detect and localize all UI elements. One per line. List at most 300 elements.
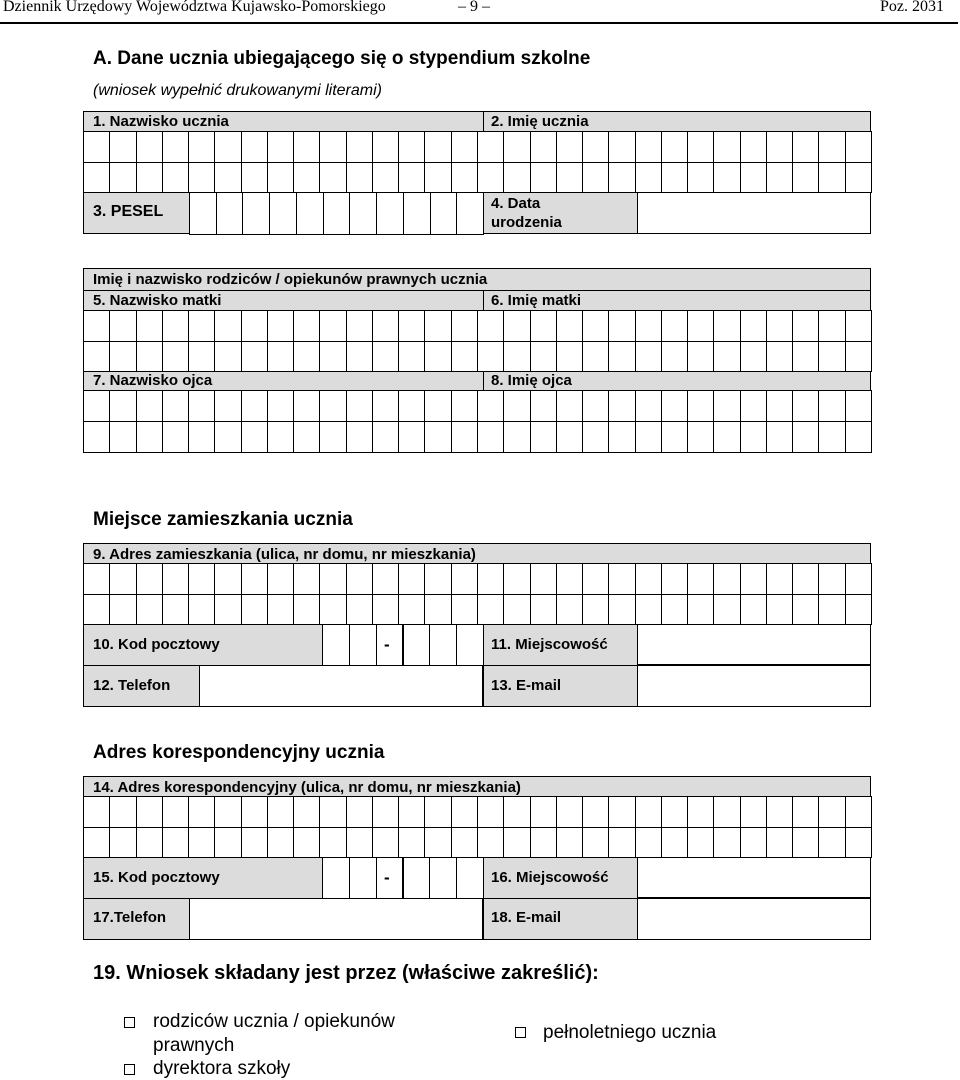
- letter-box[interactable]: [424, 827, 451, 859]
- letter-box[interactable]: [241, 131, 268, 163]
- letter-box[interactable]: [661, 341, 688, 373]
- letter-box[interactable]: [319, 341, 346, 373]
- letter-box[interactable]: [530, 162, 557, 194]
- letter-box[interactable]: [398, 421, 425, 453]
- letter-box[interactable]: [556, 162, 583, 194]
- letter-box[interactable]: [503, 341, 530, 373]
- letter-box[interactable]: [792, 310, 819, 342]
- letter-box[interactable]: [477, 421, 504, 453]
- letter-box[interactable]: [477, 310, 504, 342]
- letter-box[interactable]: [267, 390, 294, 422]
- letter-box[interactable]: [398, 131, 425, 163]
- letter-box[interactable]: [83, 341, 110, 373]
- corr-city-input[interactable]: [637, 857, 871, 898]
- letter-box[interactable]: [424, 310, 451, 342]
- letter-box[interactable]: [766, 796, 793, 828]
- letter-box[interactable]: [687, 390, 714, 422]
- letter-box[interactable]: [766, 563, 793, 595]
- letter-box[interactable]: [346, 827, 373, 859]
- letter-box[interactable]: [582, 827, 609, 859]
- letter-box[interactable]: [556, 421, 583, 453]
- letter-box[interactable]: [687, 421, 714, 453]
- letter-box[interactable]: [845, 310, 872, 342]
- letter-box[interactable]: [403, 192, 431, 235]
- letter-box[interactable]: [214, 131, 241, 163]
- letter-box[interactable]: [214, 827, 241, 859]
- letter-box[interactable]: [398, 796, 425, 828]
- letter-box[interactable]: [372, 162, 399, 194]
- letter-box[interactable]: [188, 162, 215, 194]
- letter-box[interactable]: [845, 162, 872, 194]
- letter-box[interactable]: [83, 827, 110, 859]
- letter-box[interactable]: [349, 624, 377, 666]
- letter-box[interactable]: [214, 594, 241, 626]
- letter-box[interactable]: [267, 341, 294, 373]
- letter-box[interactable]: [267, 563, 294, 595]
- letter-box[interactable]: [635, 421, 662, 453]
- letter-box[interactable]: [241, 421, 268, 453]
- letter-box[interactable]: [818, 421, 845, 453]
- letter-box[interactable]: [424, 390, 451, 422]
- letter-box[interactable]: [424, 162, 451, 194]
- letter-box[interactable]: [319, 310, 346, 342]
- letter-box[interactable]: [349, 857, 377, 899]
- letter-box[interactable]: [818, 827, 845, 859]
- letter-box[interactable]: [83, 421, 110, 453]
- letter-box[interactable]: [608, 341, 635, 373]
- letter-box[interactable]: [293, 594, 320, 626]
- letter-box[interactable]: [818, 390, 845, 422]
- letter-box[interactable]: [241, 162, 268, 194]
- letter-box[interactable]: [451, 796, 478, 828]
- letter-box[interactable]: [766, 310, 793, 342]
- letter-box[interactable]: [188, 796, 215, 828]
- letter-box[interactable]: [456, 192, 484, 235]
- letter-box[interactable]: [398, 594, 425, 626]
- letter-box[interactable]: [398, 310, 425, 342]
- letter-box[interactable]: [530, 390, 557, 422]
- letter-box[interactable]: [687, 594, 714, 626]
- letter-box[interactable]: [845, 594, 872, 626]
- letter-box[interactable]: [83, 390, 110, 422]
- letter-box[interactable]: [713, 341, 740, 373]
- letter-box[interactable]: [582, 341, 609, 373]
- letter-box[interactable]: [766, 390, 793, 422]
- letter-box[interactable]: [530, 131, 557, 163]
- letter-box[interactable]: [503, 390, 530, 422]
- letter-box[interactable]: [556, 594, 583, 626]
- letter-box[interactable]: [188, 594, 215, 626]
- letter-box[interactable]: [214, 310, 241, 342]
- letter-box[interactable]: [214, 162, 241, 194]
- letter-box[interactable]: [83, 563, 110, 595]
- letter-box[interactable]: [109, 131, 136, 163]
- letter-box[interactable]: [451, 162, 478, 194]
- letter-box[interactable]: [530, 796, 557, 828]
- letter-box[interactable]: [188, 131, 215, 163]
- date-of-birth-input[interactable]: [637, 192, 871, 234]
- letter-box[interactable]: [296, 192, 324, 235]
- letter-box[interactable]: [713, 563, 740, 595]
- letter-box[interactable]: [346, 421, 373, 453]
- letter-box[interactable]: [429, 857, 457, 899]
- letter-box[interactable]: [109, 390, 136, 422]
- letter-box[interactable]: [372, 341, 399, 373]
- letter-box[interactable]: [241, 827, 268, 859]
- letter-box[interactable]: [372, 563, 399, 595]
- letter-box[interactable]: [608, 421, 635, 453]
- letter-box[interactable]: [456, 624, 484, 666]
- letter-box[interactable]: [582, 390, 609, 422]
- letter-box[interactable]: [83, 310, 110, 342]
- letter-box[interactable]: [241, 341, 268, 373]
- letter-box[interactable]: [792, 390, 819, 422]
- letter-box[interactable]: [451, 563, 478, 595]
- letter-box[interactable]: [556, 341, 583, 373]
- letter-box[interactable]: [477, 796, 504, 828]
- letter-box[interactable]: [608, 162, 635, 194]
- letter-box[interactable]: [188, 390, 215, 422]
- letter-box[interactable]: [477, 827, 504, 859]
- letter-box[interactable]: [661, 162, 688, 194]
- letter-box[interactable]: [398, 827, 425, 859]
- letter-box[interactable]: [713, 421, 740, 453]
- letter-box[interactable]: [740, 827, 767, 859]
- letter-box[interactable]: [766, 162, 793, 194]
- letter-box[interactable]: [136, 162, 163, 194]
- letter-box[interactable]: [556, 796, 583, 828]
- letter-box[interactable]: [319, 131, 346, 163]
- letter-box[interactable]: [323, 192, 351, 235]
- letter-box[interactable]: [372, 796, 399, 828]
- letter-box[interactable]: [661, 131, 688, 163]
- letter-box[interactable]: [429, 624, 457, 666]
- letter-box[interactable]: [398, 162, 425, 194]
- letter-box[interactable]: [503, 310, 530, 342]
- letter-box[interactable]: [293, 421, 320, 453]
- letter-box[interactable]: [713, 310, 740, 342]
- letter-box[interactable]: [766, 341, 793, 373]
- letter-box[interactable]: [267, 162, 294, 194]
- letter-box[interactable]: [162, 310, 189, 342]
- letter-box[interactable]: [792, 796, 819, 828]
- letter-box[interactable]: [845, 341, 872, 373]
- letter-box[interactable]: [845, 390, 872, 422]
- letter-box[interactable]: [687, 131, 714, 163]
- letter-box[interactable]: [530, 341, 557, 373]
- letter-box[interactable]: [424, 421, 451, 453]
- letter-box[interactable]: [582, 131, 609, 163]
- letter-box[interactable]: [424, 131, 451, 163]
- letter-box[interactable]: [766, 594, 793, 626]
- letter-box[interactable]: [661, 594, 688, 626]
- letter-box[interactable]: [346, 390, 373, 422]
- letter-box[interactable]: [766, 421, 793, 453]
- letter-box[interactable]: [713, 796, 740, 828]
- letter-box[interactable]: [713, 594, 740, 626]
- letter-box[interactable]: [346, 341, 373, 373]
- letter-box[interactable]: [322, 624, 350, 666]
- letter-box[interactable]: [477, 594, 504, 626]
- letter-box[interactable]: [713, 827, 740, 859]
- letter-box[interactable]: [818, 341, 845, 373]
- letter-box[interactable]: [687, 310, 714, 342]
- letter-box[interactable]: [83, 131, 110, 163]
- letter-box[interactable]: [792, 563, 819, 595]
- letter-box[interactable]: [267, 310, 294, 342]
- letter-box[interactable]: [346, 310, 373, 342]
- letter-box[interactable]: [189, 192, 217, 235]
- letter-box[interactable]: [430, 192, 458, 235]
- letter-box[interactable]: [687, 341, 714, 373]
- letter-box[interactable]: [713, 162, 740, 194]
- letter-box[interactable]: [162, 341, 189, 373]
- letter-box[interactable]: [319, 796, 346, 828]
- letter-box[interactable]: [582, 421, 609, 453]
- letter-box[interactable]: [635, 563, 662, 595]
- letter-box[interactable]: [661, 421, 688, 453]
- letter-box[interactable]: [792, 594, 819, 626]
- letter-box[interactable]: [398, 341, 425, 373]
- letter-box[interactable]: [687, 563, 714, 595]
- letter-box[interactable]: [608, 796, 635, 828]
- phone-input[interactable]: [199, 665, 483, 707]
- letter-box[interactable]: [792, 827, 819, 859]
- letter-box[interactable]: [687, 827, 714, 859]
- letter-box[interactable]: [792, 421, 819, 453]
- letter-box[interactable]: [136, 421, 163, 453]
- letter-box[interactable]: [713, 131, 740, 163]
- letter-box[interactable]: [188, 421, 215, 453]
- letter-box[interactable]: [241, 390, 268, 422]
- letter-box[interactable]: [136, 131, 163, 163]
- letter-box[interactable]: [267, 594, 294, 626]
- letter-box[interactable]: [136, 390, 163, 422]
- letter-box[interactable]: [635, 131, 662, 163]
- letter-box[interactable]: [582, 162, 609, 194]
- letter-box[interactable]: [556, 310, 583, 342]
- letter-box[interactable]: [109, 341, 136, 373]
- letter-box[interactable]: [319, 390, 346, 422]
- letter-box[interactable]: [687, 796, 714, 828]
- letter-box[interactable]: [136, 827, 163, 859]
- checkbox-director[interactable]: [124, 1064, 135, 1075]
- letter-box[interactable]: [109, 421, 136, 453]
- letter-box[interactable]: [845, 421, 872, 453]
- letter-box[interactable]: [136, 594, 163, 626]
- letter-box[interactable]: [162, 421, 189, 453]
- letter-box[interactable]: [109, 796, 136, 828]
- letter-box[interactable]: [451, 131, 478, 163]
- letter-box[interactable]: [556, 131, 583, 163]
- letter-box[interactable]: [845, 131, 872, 163]
- letter-box[interactable]: [109, 162, 136, 194]
- letter-box[interactable]: [188, 827, 215, 859]
- letter-box[interactable]: [740, 796, 767, 828]
- letter-box[interactable]: [608, 594, 635, 626]
- letter-box[interactable]: [188, 310, 215, 342]
- letter-box[interactable]: [188, 563, 215, 595]
- letter-box[interactable]: [635, 390, 662, 422]
- letter-box[interactable]: [424, 796, 451, 828]
- letter-box[interactable]: [477, 563, 504, 595]
- letter-box[interactable]: [740, 594, 767, 626]
- letter-box[interactable]: [372, 390, 399, 422]
- letter-box[interactable]: [241, 796, 268, 828]
- letter-box[interactable]: [792, 341, 819, 373]
- letter-box[interactable]: [503, 796, 530, 828]
- letter-box[interactable]: [136, 563, 163, 595]
- letter-box[interactable]: [451, 390, 478, 422]
- letter-box[interactable]: [216, 192, 244, 235]
- corr-phone-input[interactable]: [189, 898, 483, 940]
- letter-box[interactable]: [635, 594, 662, 626]
- letter-box[interactable]: [818, 796, 845, 828]
- letter-box[interactable]: [293, 563, 320, 595]
- letter-box[interactable]: [319, 563, 346, 595]
- letter-box[interactable]: [319, 421, 346, 453]
- letter-box[interactable]: [503, 594, 530, 626]
- letter-box[interactable]: [346, 594, 373, 626]
- letter-box[interactable]: [451, 827, 478, 859]
- letter-box[interactable]: [451, 341, 478, 373]
- letter-box[interactable]: [424, 341, 451, 373]
- letter-box[interactable]: [792, 162, 819, 194]
- letter-box[interactable]: [740, 310, 767, 342]
- letter-box[interactable]: [713, 390, 740, 422]
- letter-box[interactable]: [136, 796, 163, 828]
- letter-box[interactable]: [398, 563, 425, 595]
- letter-box[interactable]: [109, 310, 136, 342]
- letter-box[interactable]: [635, 162, 662, 194]
- letter-box[interactable]: [477, 341, 504, 373]
- checkbox-parents[interactable]: [124, 1017, 135, 1028]
- letter-box[interactable]: [740, 390, 767, 422]
- letter-box[interactable]: [818, 594, 845, 626]
- letter-box[interactable]: [293, 390, 320, 422]
- letter-box[interactable]: [608, 563, 635, 595]
- letter-box[interactable]: [403, 857, 431, 899]
- letter-box[interactable]: [188, 341, 215, 373]
- letter-box[interactable]: [372, 131, 399, 163]
- letter-box[interactable]: [293, 796, 320, 828]
- letter-box[interactable]: [635, 827, 662, 859]
- letter-box[interactable]: [267, 421, 294, 453]
- letter-box[interactable]: [582, 310, 609, 342]
- letter-box[interactable]: [372, 310, 399, 342]
- letter-box[interactable]: [403, 624, 431, 666]
- letter-box[interactable]: [845, 796, 872, 828]
- letter-box[interactable]: [556, 390, 583, 422]
- letter-box[interactable]: [818, 131, 845, 163]
- letter-box[interactable]: [424, 594, 451, 626]
- letter-box[interactable]: [242, 192, 270, 235]
- letter-box[interactable]: [267, 796, 294, 828]
- email-input[interactable]: [637, 665, 871, 707]
- letter-box[interactable]: [503, 421, 530, 453]
- letter-box[interactable]: [635, 796, 662, 828]
- letter-box[interactable]: [214, 421, 241, 453]
- letter-box[interactable]: [477, 390, 504, 422]
- letter-box[interactable]: [451, 310, 478, 342]
- letter-box[interactable]: [293, 131, 320, 163]
- letter-box[interactable]: [319, 827, 346, 859]
- letter-box[interactable]: [322, 857, 350, 899]
- letter-box[interactable]: [241, 594, 268, 626]
- letter-box[interactable]: [136, 310, 163, 342]
- letter-box[interactable]: [451, 594, 478, 626]
- letter-box[interactable]: [503, 162, 530, 194]
- letter-box[interactable]: [293, 162, 320, 194]
- letter-box[interactable]: [661, 563, 688, 595]
- letter-box[interactable]: [456, 857, 484, 899]
- letter-box[interactable]: [83, 796, 110, 828]
- letter-box[interactable]: [214, 341, 241, 373]
- letter-box[interactable]: [818, 563, 845, 595]
- letter-box[interactable]: [687, 162, 714, 194]
- letter-box[interactable]: [162, 162, 189, 194]
- letter-box[interactable]: [346, 796, 373, 828]
- letter-box[interactable]: [109, 563, 136, 595]
- letter-box[interactable]: [661, 310, 688, 342]
- letter-box[interactable]: [109, 594, 136, 626]
- letter-box[interactable]: [293, 827, 320, 859]
- letter-box[interactable]: [319, 162, 346, 194]
- letter-box[interactable]: [109, 827, 136, 859]
- letter-box[interactable]: [608, 827, 635, 859]
- letter-box[interactable]: [582, 563, 609, 595]
- checkbox-adult-student[interactable]: [515, 1027, 526, 1038]
- letter-box[interactable]: [582, 594, 609, 626]
- letter-box[interactable]: [241, 563, 268, 595]
- letter-box[interactable]: [740, 131, 767, 163]
- letter-box[interactable]: [349, 192, 377, 235]
- letter-box[interactable]: [214, 563, 241, 595]
- city-input[interactable]: [637, 624, 871, 665]
- letter-box[interactable]: [740, 421, 767, 453]
- letter-box[interactable]: [530, 563, 557, 595]
- letter-box[interactable]: [372, 594, 399, 626]
- letter-box[interactable]: [818, 162, 845, 194]
- letter-box[interactable]: [319, 594, 346, 626]
- letter-box[interactable]: [372, 421, 399, 453]
- letter-box[interactable]: [661, 390, 688, 422]
- letter-box[interactable]: [608, 390, 635, 422]
- letter-box[interactable]: [346, 563, 373, 595]
- letter-box[interactable]: [530, 421, 557, 453]
- letter-box[interactable]: [269, 192, 297, 235]
- corr-email-input[interactable]: [637, 898, 871, 940]
- letter-box[interactable]: [740, 341, 767, 373]
- letter-box[interactable]: [398, 390, 425, 422]
- letter-box[interactable]: [740, 563, 767, 595]
- letter-box[interactable]: [372, 827, 399, 859]
- letter-box[interactable]: [530, 594, 557, 626]
- letter-box[interactable]: [740, 162, 767, 194]
- letter-box[interactable]: [530, 827, 557, 859]
- letter-box[interactable]: [556, 827, 583, 859]
- letter-box[interactable]: [661, 827, 688, 859]
- letter-box[interactable]: [661, 796, 688, 828]
- letter-box[interactable]: [556, 563, 583, 595]
- letter-box[interactable]: [608, 131, 635, 163]
- letter-box[interactable]: [477, 131, 504, 163]
- letter-box[interactable]: [267, 131, 294, 163]
- letter-box[interactable]: [214, 390, 241, 422]
- letter-box[interactable]: [293, 310, 320, 342]
- letter-box[interactable]: [845, 563, 872, 595]
- letter-box[interactable]: [451, 421, 478, 453]
